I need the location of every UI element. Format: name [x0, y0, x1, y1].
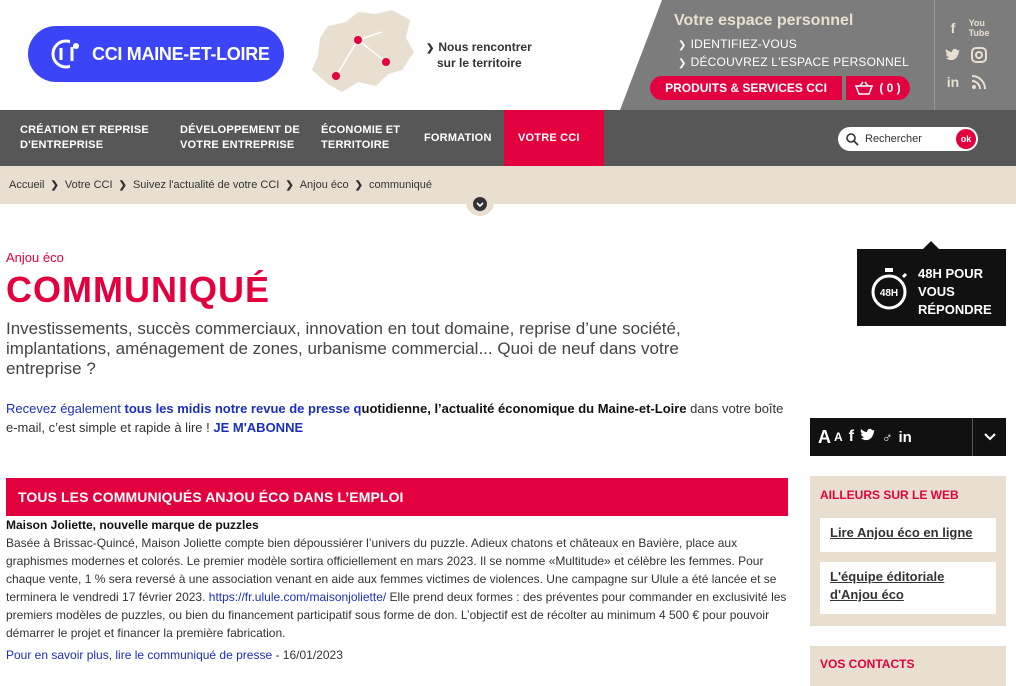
linkedin-share-icon[interactable]: in — [898, 428, 912, 446]
breadcrumb-current: communiqué — [369, 179, 433, 191]
chevron-right-icon: ❯ — [678, 58, 687, 69]
ailleurs-panel — [810, 476, 1006, 626]
badge-48h[interactable] — [857, 249, 1006, 326]
badge-48h-text: 48H POUR VOUS RÉPONDRE — [918, 266, 992, 317]
nav-formation[interactable]: FORMATION — [424, 131, 492, 144]
basket-icon — [855, 81, 873, 95]
communique-article — [6, 518, 788, 662]
search-input[interactable]: Rechercher — [865, 133, 922, 145]
page-title: COMMUNIQUÉ — [6, 269, 270, 310]
article-footer — [6, 648, 788, 662]
search-icon — [846, 133, 859, 146]
section-title-bar[interactable]: TOUS LES COMMUNIQUÉS ANJOU ÉCO DANS L’EMPLOI — [6, 478, 788, 516]
nav-votre-cci[interactable]: VOTRE CCI — [504, 110, 604, 166]
press-release-link[interactable]: Pour en savoir plus, lire le communiqué de presse — [6, 648, 273, 662]
facebook-icon[interactable]: f — [950, 20, 956, 36]
nav-economie[interactable]: ÉCONOMIE ET TERRITOIRE — [321, 124, 401, 151]
viadeo-share-icon[interactable]: ♂ — [882, 429, 893, 445]
produits-button[interactable]: PRODUITS & SERVICES CCI — [650, 76, 842, 100]
search-ok-button[interactable]: ok — [956, 129, 976, 149]
facebook-share-icon[interactable]: f — [848, 428, 854, 445]
breadcrumb-accueil[interactable]: Accueil — [9, 179, 45, 191]
contacts-title: VOS CONTACTS — [820, 657, 915, 671]
article-date: - 16/01/2023 — [272, 648, 343, 662]
chevron-down-icon — [984, 433, 996, 441]
cart-count: ( 0 ) — [879, 81, 901, 95]
subscribe-link[interactable]: JE M'ABONNE — [213, 420, 304, 435]
article-body: Basée à Brissac-Quincé, Maison Joliette compte bien dépoussiérer l’univers du puzzle. Adieux chatons et châteaux en Bavière, place aux graphismes modernes et colorés. Le premier modèle sortira officiellement en mars 2023. Il se nomme «Multitude» et célèbre les femmes. Pour chaque vente, 1 % sera reversé à une association venant en aide aux femmes victimes de violences. Une campagne sur Ulule a été lancée et se terminera le vendredi 17 février 2023. https://fr.ulule.com/maisonjoliette/ Elle prend deux formes : des préventes pour commander en exclusivité les premiers modèles de puzzles, ou bien du financement participatif sous forme de don. L’objectif est de récolter au minimum 4 500 € pour pouvoir démarrer le projet et financer la première fabrication. — [6, 536, 787, 640]
nav-creation-reprise[interactable]: CRÉATION ET REPRISE D'ENTREPRISE — [20, 124, 149, 151]
main-content — [6, 250, 796, 437]
breadcrumb-toggle[interactable] — [466, 192, 494, 216]
youtube-icon[interactable]: You Tube — [968, 18, 990, 38]
chevron-right-icon: ❯ — [678, 40, 687, 51]
intro-text: Investissements, succès commerciaux, innovation en tout domaine, reprise d’une société, implantations, aménagement de zones, urbanisme commercial... Quoi de neuf dans votre entreprise ? — [6, 319, 681, 378]
cart-button[interactable] — [846, 76, 910, 100]
chevron-right-icon: ❯ — [50, 179, 59, 191]
stopwatch-icon — [869, 267, 909, 311]
breadcrumb — [0, 166, 1016, 204]
chevron-down-icon — [473, 197, 487, 211]
social-links — [934, 0, 1016, 110]
breadcrumb-actualite[interactable]: Suivez l'actualité de votre CCI — [132, 179, 280, 191]
site-header — [0, 0, 1016, 110]
font-increase-icon[interactable]: A — [818, 426, 831, 447]
identifiez-link[interactable]: ❯ IDENTIFIEZ-VOUS — [678, 37, 797, 51]
share-toggle[interactable] — [972, 418, 1006, 456]
map-link[interactable]: ❯ Nous rencontrer sur le territoire — [426, 40, 532, 70]
cci-logo[interactable] — [28, 26, 284, 82]
font-decrease-icon[interactable]: A — [834, 430, 843, 444]
ailleurs-title: AILLEURS SUR LE WEB — [820, 488, 959, 502]
nav-developpement[interactable]: DÉVELOPPEMENT DE VOTRE ENTREPRISE — [180, 124, 300, 151]
linkedin-icon[interactable]: in — [946, 74, 960, 90]
chevron-right-icon: ❯ — [426, 43, 435, 54]
twitter-share-icon[interactable] — [860, 428, 876, 447]
chevron-right-icon: ❯ — [354, 179, 364, 191]
ulule-link[interactable]: https://fr.ulule.com/maisonjoliette/ — [208, 590, 387, 604]
article-title: Maison Joliette, nouvelle marque de puzzles — [6, 518, 259, 532]
svg-text:48H: 48H — [879, 288, 899, 299]
rss-icon[interactable] — [969, 72, 989, 92]
breadcrumb-votre-cci[interactable]: Votre CCI — [64, 179, 113, 191]
twitter-icon[interactable] — [943, 45, 963, 65]
territory-map[interactable] — [306, 8, 416, 100]
search-box[interactable] — [838, 127, 978, 151]
instagram-icon[interactable] — [969, 45, 989, 65]
decouvrez-link[interactable]: ❯ DÉCOUVREZ L'ESPACE PERSONNEL — [678, 55, 909, 69]
chevron-right-icon: ❯ — [118, 179, 127, 191]
logo-text: CCI MAINE-ET-LOIRE — [92, 43, 270, 64]
revue-link[interactable]: tous les midis notre revue de presse q — [124, 401, 362, 416]
cci-logo-icon — [50, 38, 82, 70]
equipe-editoriale-link[interactable]: L'équipe éditoriale d'Anjou éco — [820, 562, 996, 614]
espace-title: Votre espace personnel — [674, 12, 854, 29]
share-toolbar — [810, 418, 1006, 456]
breadcrumb-anjou-eco[interactable]: Anjou éco — [299, 179, 349, 191]
kicker: Anjou éco — [6, 250, 64, 265]
revue-paragraph: Recevez également tous les midis notre revue de presse quotidienne, l’actualité économique du Maine-et-Loire dans votre boîte e-mail, c’est simple et rapide à lire ! JE M'ABONNE — [6, 401, 784, 435]
contacts-panel — [810, 646, 1006, 686]
anjou-eco-online-link[interactable]: Lire Anjou éco en ligne — [820, 518, 996, 552]
chevron-right-icon: ❯ — [285, 179, 294, 191]
